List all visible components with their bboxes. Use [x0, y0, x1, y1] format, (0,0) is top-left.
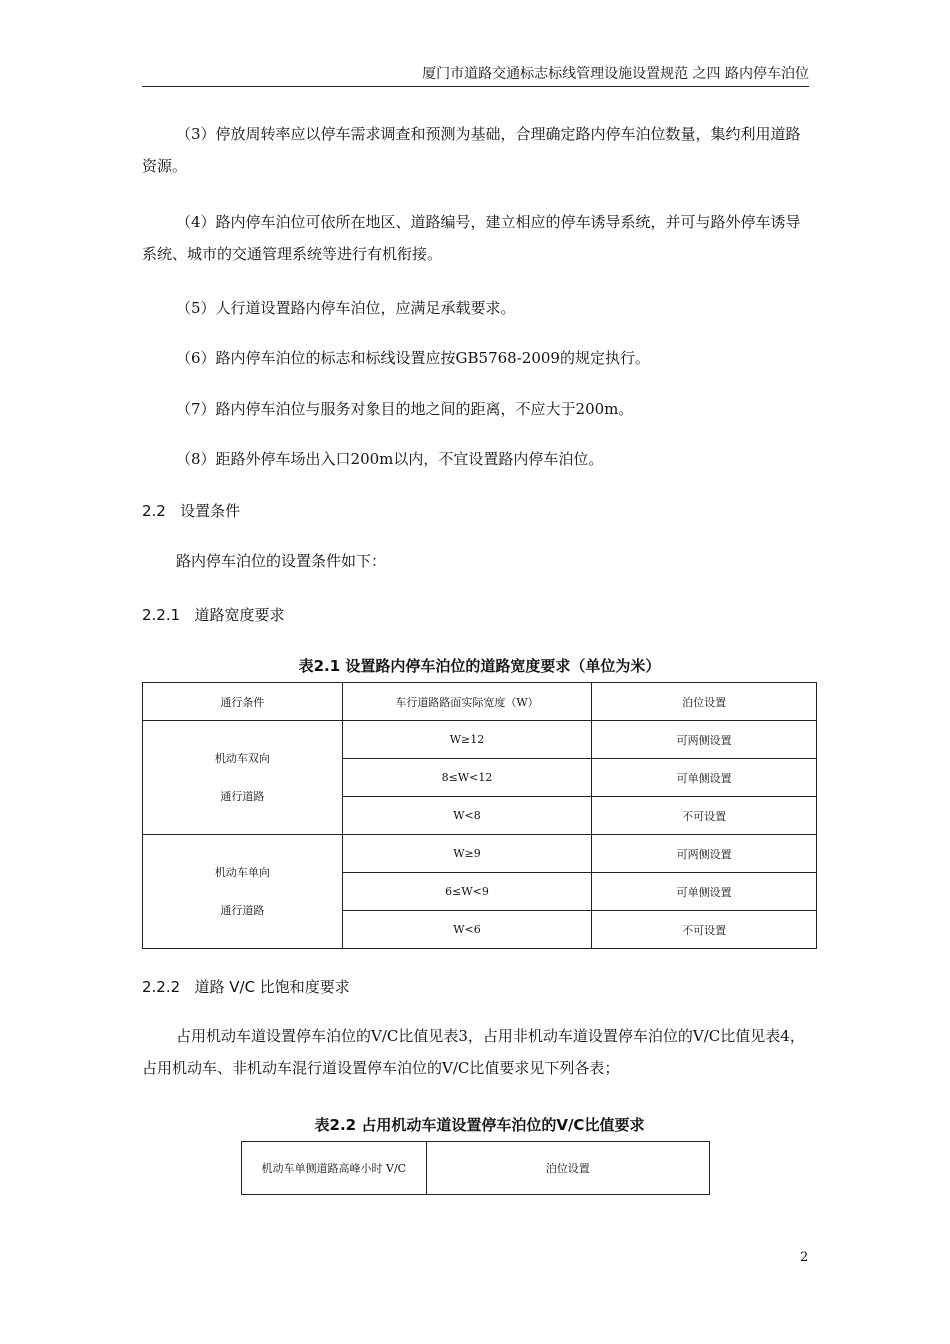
traffic-condition-cell: [143, 721, 343, 835]
page-number: 2: [800, 1250, 809, 1265]
condition-line: 机动车双向: [214, 751, 270, 765]
condition-line: 机动车单向: [214, 865, 270, 879]
paragraph-8: （8）距路外停车场出入口200m以内，不宜设置路内停车泊位。: [176, 450, 604, 468]
vc-ratio-table: [241, 1141, 710, 1195]
table-row: [143, 835, 817, 873]
table-header-cell: 泊位设置: [426, 1142, 709, 1195]
setting-cell: 可单侧设置: [592, 759, 817, 797]
table1-caption: 表2.1 设置路内停车泊位的道路宽度要求（单位为米）: [298, 657, 661, 675]
header-title: 厦门市道路交通标志标线管理设施设置规范 之四 路内停车泊位: [422, 66, 809, 82]
section-number: 2.2.2: [142, 978, 181, 996]
width-cell: W<6: [342, 911, 592, 949]
width-cell: 6≤W<9: [342, 873, 592, 911]
paragraph-5: （5）人行道设置路内停车泊位，应满足承载要求。: [176, 299, 516, 317]
page-header: [142, 64, 809, 87]
table-header-row: [242, 1142, 710, 1195]
table-header-row: [143, 683, 817, 721]
section-title: 道路 V/C 比饱和度要求: [194, 978, 350, 996]
paragraph-6: （6）路内停车泊位的标志和标线设置应按GB5768-2009的规定执行。: [176, 349, 650, 367]
table-header-cell: 通行条件: [143, 683, 343, 721]
section-2-2-2-heading: [142, 976, 350, 997]
traffic-condition-cell: [143, 835, 343, 949]
table2-caption: 表2.2 占用机动车道设置停车泊位的V/C比值要求: [314, 1116, 645, 1134]
paragraph-3: （3）停放周转率应以停车需求调查和预测为基础，合理确定路内停车泊位数量，集约利用道路资源。: [142, 125, 801, 175]
road-width-table: [142, 682, 817, 949]
section-title: 设置条件: [180, 502, 241, 520]
section-number: 2.2: [142, 502, 166, 520]
condition-line: 通行道路: [220, 789, 265, 803]
table-header-cell: 车行道路路面实际宽度（W）: [342, 683, 592, 721]
section-2-2-1-heading: [142, 604, 285, 625]
width-cell: 8≤W<12: [342, 759, 592, 797]
table-row: [143, 721, 817, 759]
setting-cell: 不可设置: [592, 911, 817, 949]
setting-cell: 不可设置: [592, 797, 817, 835]
setting-cell: 可两侧设置: [592, 721, 817, 759]
setting-cell: 可两侧设置: [592, 835, 817, 873]
paragraph-4: （4）路内停车泊位可依所在地区、道路编号，建立相应的停车诱导系统，并可与路外停车诱导系统、城市的交通管理系统等进行有机衔接。: [142, 213, 801, 263]
width-cell: W<8: [342, 797, 592, 835]
section-title: 道路宽度要求: [194, 606, 285, 624]
table-header-cell: 机动车单侧道路高峰小时 V/C: [242, 1142, 427, 1195]
paragraph-7: （7）路内停车泊位与服务对象目的地之间的距离，不应大于200m。: [176, 400, 634, 418]
width-cell: W≥9: [342, 835, 592, 873]
condition-line: 通行道路: [220, 903, 265, 917]
section-2-2-intro: 路内停车泊位的设置条件如下：: [176, 552, 387, 570]
width-cell: W≥12: [342, 721, 592, 759]
section-2-2-heading: [142, 500, 240, 521]
section-number: 2.2.1: [142, 606, 181, 624]
setting-cell: 可单侧设置: [592, 873, 817, 911]
section-2-2-2-paragraph: 占用机动车道设置停车泊位的V/C比值见表3，占用非机动车道设置停车泊位的V/C比值见表4，占用机动车、非机动车混行道设置停车泊位的V/C比值要求见下列各表；: [142, 1027, 805, 1077]
table-header-cell: 泊位设置: [592, 683, 817, 721]
